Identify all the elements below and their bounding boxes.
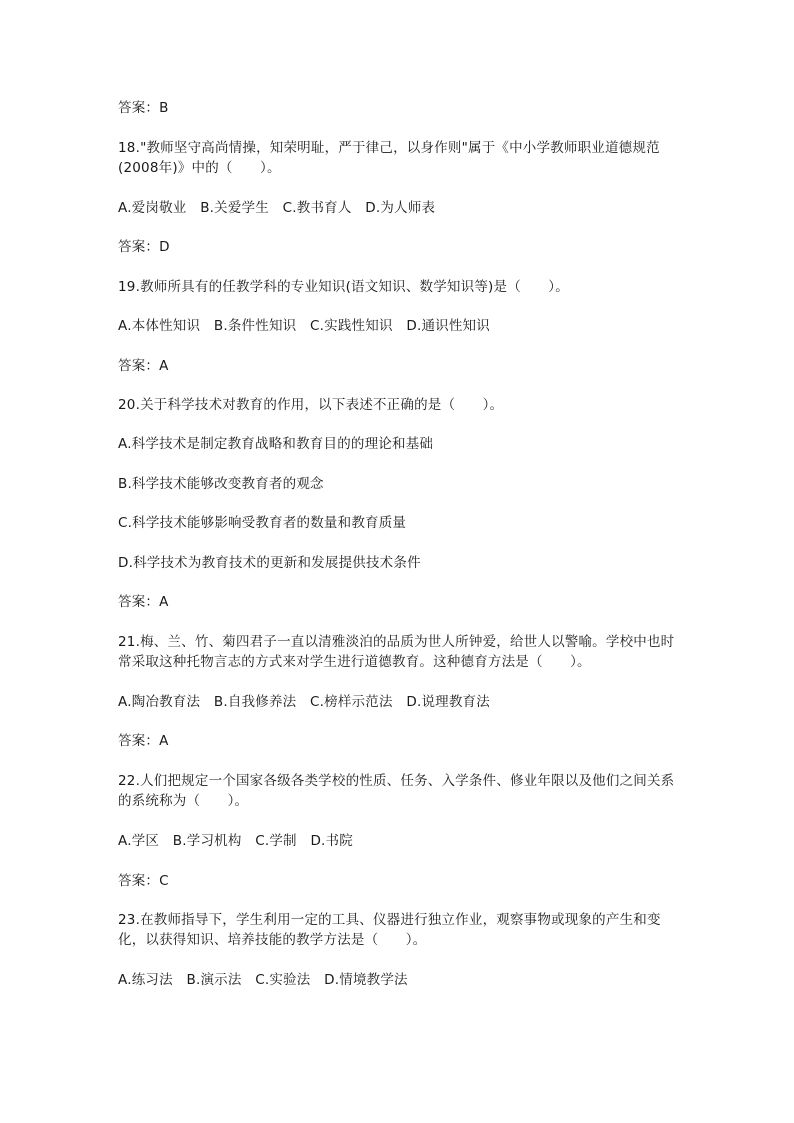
options-23: A.练习法 B.演示法 C.实验法 D.情境教学法 xyxy=(118,972,408,988)
question-18: 18."教师坚守高尚情操，知荣明耻，严于律己，以身作则"属于《中小学教师职业道德规范(2008年)》中的（ ）。 xyxy=(118,140,660,176)
options-21: A.陶冶教育法 B.自我修养法 C.榜样示范法 D.说理教育法 xyxy=(118,694,490,710)
question-20: 20.关于科学技术对教育的作用，以下表述不正确的是（ ）。 xyxy=(118,397,504,413)
option-20-a: A.科学技术是制定教育战略和教育目的的理论和基础 xyxy=(118,436,434,452)
answer-20: 答案：A xyxy=(118,594,169,610)
options-19: A.本体性知识 B.条件性知识 C.实践性知识 D.通识性知识 xyxy=(118,318,490,334)
options-18: A.爱岗敬业 B.关爱学生 C.教书育人 D.为人师表 xyxy=(118,200,436,216)
options-22: A.学区 B.学习机构 C.学制 D.书院 xyxy=(118,833,353,849)
option-20-c: C.科学技术能够影响受教育者的数量和教育质量 xyxy=(118,515,407,531)
question-19: 19.教师所具有的任教学科的专业知识(语文知识、数学知识等)是（ ）。 xyxy=(118,279,569,295)
option-20-b: B.科学技术能够改变教育者的观念 xyxy=(118,476,324,492)
answer-21: 答案：A xyxy=(118,733,169,749)
option-20-d: D.科学技术为教育技术的更新和发展提供技术条件 xyxy=(118,555,421,571)
answer-19: 答案：A xyxy=(118,358,169,374)
answer-22: 答案：C xyxy=(118,873,169,889)
question-23: 23.在教师指导下，学生利用一定的工具、仪器进行独立作业，观察事物或现象的产生和变化，以获得知识、培养技能的教学方法是（ ）。 xyxy=(118,912,661,948)
question-21: 21.梅、兰、竹、菊四君子一直以清雅淡泊的品质为世人所钟爱，给世人以警喻。学校中也时常采取这种托物言志的方式来对学生进行道德教育。这种德育方法是（ ）。 xyxy=(118,634,675,670)
answer-17: 答案：B xyxy=(118,100,169,116)
question-22: 22.人们把规定一个国家各级各类学校的性质、任务、入学条件、修业年限以及他们之间关系的系统称为（ ）。 xyxy=(118,773,675,809)
answer-18: 答案：D xyxy=(118,239,170,255)
